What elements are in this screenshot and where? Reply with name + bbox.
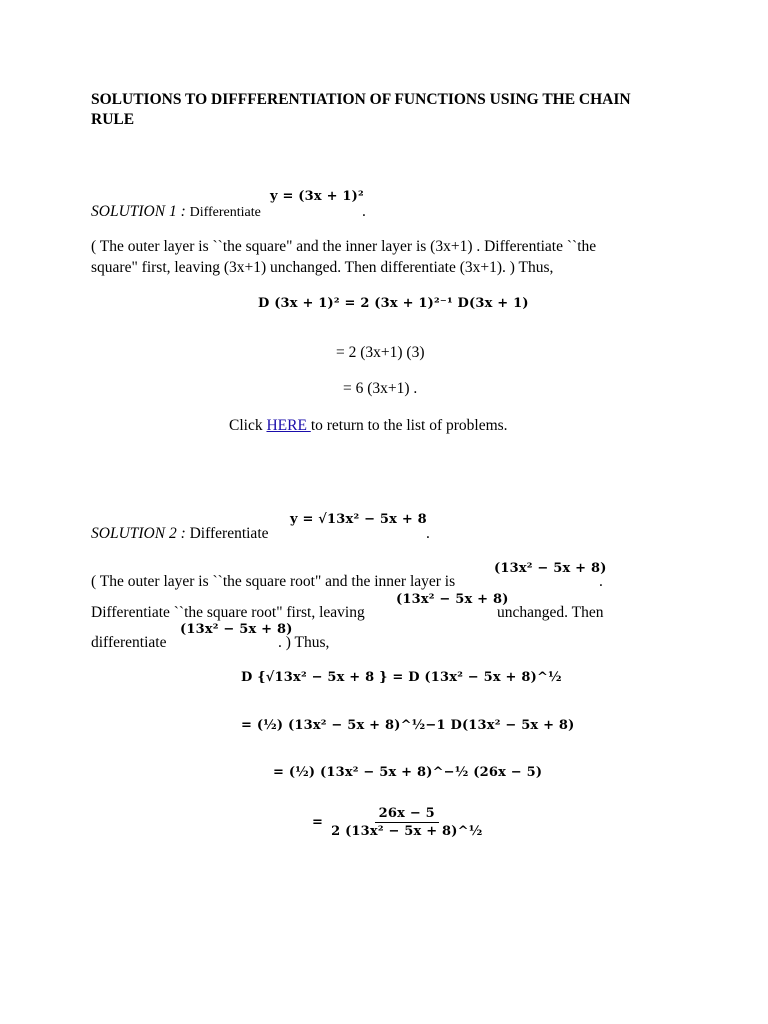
solution2-step4-numerator: 26x − 5 xyxy=(375,806,439,823)
solution2-step1-math: D {√13x² − 5x + 8 } = D (13x² − 5x + 8)^½ xyxy=(241,670,562,685)
solution2-step4 xyxy=(312,806,486,839)
return-prefix: Click xyxy=(229,417,267,434)
solution2-inner-math-2: (13x² − 5x + 8) xyxy=(396,592,509,607)
here-link[interactable]: HERE xyxy=(266,417,311,434)
solution1-differentiate-text: Differentiate xyxy=(189,205,261,220)
solution2-inner-math-3: (13x² − 5x + 8) xyxy=(180,622,293,637)
solution2-step2-math: = (½) (13x² − 5x + 8)^½−1 D(13x² − 5x + 8) xyxy=(241,718,575,733)
solution2-line1-text: ( The outer layer is ``the square root" and the inner layer is xyxy=(91,573,456,590)
solution1-step3: = 6 (3x+1) . xyxy=(343,380,418,397)
solution1-explanation-line1: ( The outer layer is ``the square" and the inner layer is (3x+1) . Differentiate ``the xyxy=(91,238,597,255)
solution2-step4-fraction xyxy=(327,806,486,839)
solution2-line2-end: unchanged. Then xyxy=(497,604,604,621)
solution1-step1-math: D (3x + 1)² = 2 (3x + 1)²⁻¹ D(3x + 1) xyxy=(258,296,529,311)
solution2-line3-end: . ) Thus, xyxy=(278,634,330,651)
solution2-trailing-dot: . xyxy=(426,525,430,542)
return-line xyxy=(229,417,508,435)
solution2-differentiate-text: Differentiate xyxy=(189,525,269,542)
solution1-function-math: y = (3x + 1)² xyxy=(270,189,364,204)
solution2-step3-math: = (½) (13x² − 5x + 8)^−½ (26x − 5) xyxy=(273,765,543,780)
solution2-heading xyxy=(91,525,269,543)
solution2-line1-end: . xyxy=(599,573,603,590)
solution2-function-math: y = √13x² − 5x + 8 xyxy=(290,512,427,527)
solution1-trailing-dot: . xyxy=(362,203,366,220)
solution2-step4-denominator: 2 (13x² − 5x + 8)^½ xyxy=(331,824,483,839)
solution2-step4-equals: = xyxy=(312,815,324,830)
solution1-label: SOLUTION 1 : xyxy=(91,203,186,220)
solution1-heading xyxy=(91,203,261,221)
solution1-step2: = 2 (3x+1) (3) xyxy=(336,344,425,361)
solution2-label: SOLUTION 2 : xyxy=(91,525,186,542)
page-title: SOLUTIONS TO DIFFFERENTIATION OF FUNCTIONS USING THE CHAIN RULE xyxy=(91,91,631,128)
solution2-line2-text: Differentiate ``the square root" first, leaving xyxy=(91,604,365,621)
solution2-inner-math-1: (13x² − 5x + 8) xyxy=(494,561,607,576)
solution2-line3-text: differentiate xyxy=(91,634,167,651)
solution1-explanation-line2: square" first, leaving (3x+1) unchanged. Then differentiate (3x+1). ) Thus, xyxy=(91,259,554,276)
return-suffix: to return to the list of problems. xyxy=(310,417,508,434)
